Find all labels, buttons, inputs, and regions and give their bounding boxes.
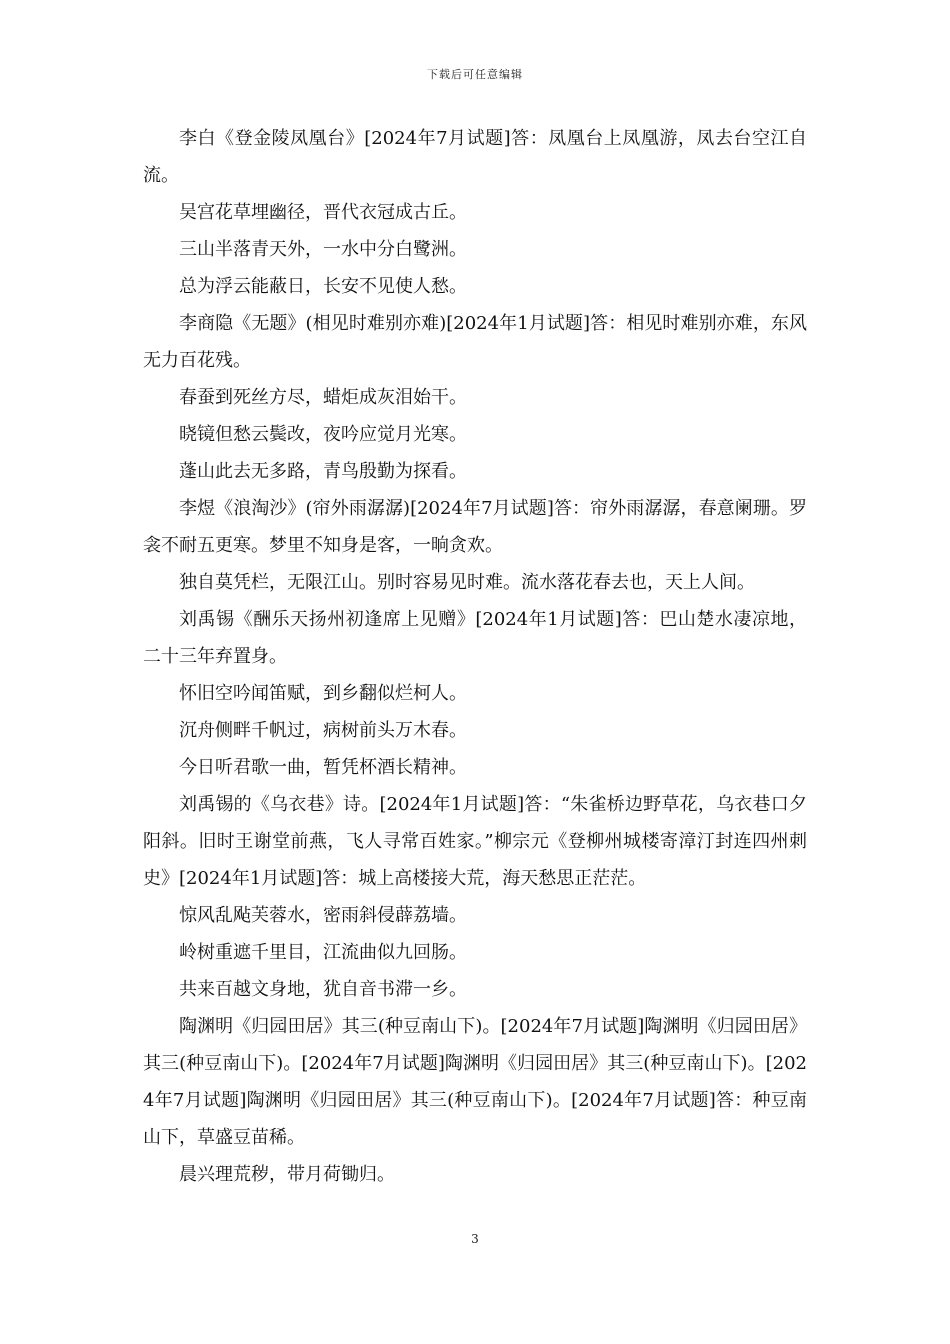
- paragraph: 李白《登金陵凤凰台》[2024年7月试题]答：凤凰台上凤凰游，凤去台空江自流。: [143, 128, 807, 186]
- document-body: [143, 120, 807, 1193]
- paragraph: 晓镜但愁云鬓改，夜吟应觉月光寒。: [179, 424, 467, 445]
- paragraph: 蓬山此去无多路，青鸟殷勤为探看。: [179, 461, 467, 482]
- paragraph: 李煜《浪淘沙》(帘外雨潺潺)[2024年7月试题]答：帘外雨潺潺，春意阑珊。罗衾不耐五更寒。梦里不知身是客，一晌贪欢。: [143, 498, 807, 556]
- page-header: 下载后可任意编辑: [427, 68, 523, 81]
- paragraph: 总为浮云能蔽日，长安不见使人愁。: [179, 276, 467, 297]
- page-number: 3: [471, 1232, 479, 1246]
- paragraph: 春蚕到死丝方尽，蜡炬成灰泪始干。: [179, 387, 467, 408]
- paragraph: 今日听君歌一曲，暂凭杯酒长精神。: [179, 757, 467, 778]
- paragraph: 沉舟侧畔千帆过，病树前头万木春。: [179, 720, 467, 741]
- paragraph: 三山半落青天外，一水中分白鹭洲。: [179, 239, 467, 260]
- paragraph: 怀旧空吟闻笛赋，到乡翻似烂柯人。: [179, 683, 467, 704]
- paragraph: 刘禹锡《酬乐天扬州初逢席上见赠》[2024年1月试题]答：巴山楚水凄凉地，二十三年弃置身。: [143, 609, 807, 667]
- paragraph: 陶渊明《归园田居》其三(种豆南山下)。[2024年7月试题]陶渊明《归园田居》其三(种豆南山下)。[2024年7月试题]陶渊明《归园田居》其三(种豆南山下)。[2024年7月试题]陶渊明《归园田居》其三(种豆南山下)。[2024年7月试题]答：种豆南山下，草盛豆苗稀。: [143, 1016, 807, 1148]
- paragraph: 李商隐《无题》(相见时难别亦难)[2024年1月试题]答：相见时难别亦难，东风无力百花残。: [143, 313, 807, 371]
- paragraph: 吴宫花草埋幽径，晋代衣冠成古丘。: [179, 202, 467, 223]
- paragraph: 岭树重遮千里目，江流曲似九回肠。: [179, 942, 467, 963]
- paragraph: 独自莫凭栏，无限江山。别时容易见时难。流水落花春去也，天上人间。: [179, 572, 755, 593]
- paragraph: 刘禹锡的《乌衣巷》诗。[2024年1月试题]答：“朱雀桥边野草花，乌衣巷口夕阳斜。旧时王谢堂前燕，飞人寻常百姓家。”柳宗元《登柳州城楼寄漳汀封连四州刺史》[2024年1月试题]答：城上高楼接大荒，海天愁思正茫茫。: [143, 794, 807, 889]
- paragraph: 晨兴理荒秽，带月荷锄归。: [179, 1164, 395, 1185]
- paragraph: 共来百越文身地，犹自音书滞一乡。: [179, 979, 467, 1000]
- paragraph: 惊风乱飐芙蓉水，密雨斜侵薜荔墙。: [179, 905, 467, 926]
